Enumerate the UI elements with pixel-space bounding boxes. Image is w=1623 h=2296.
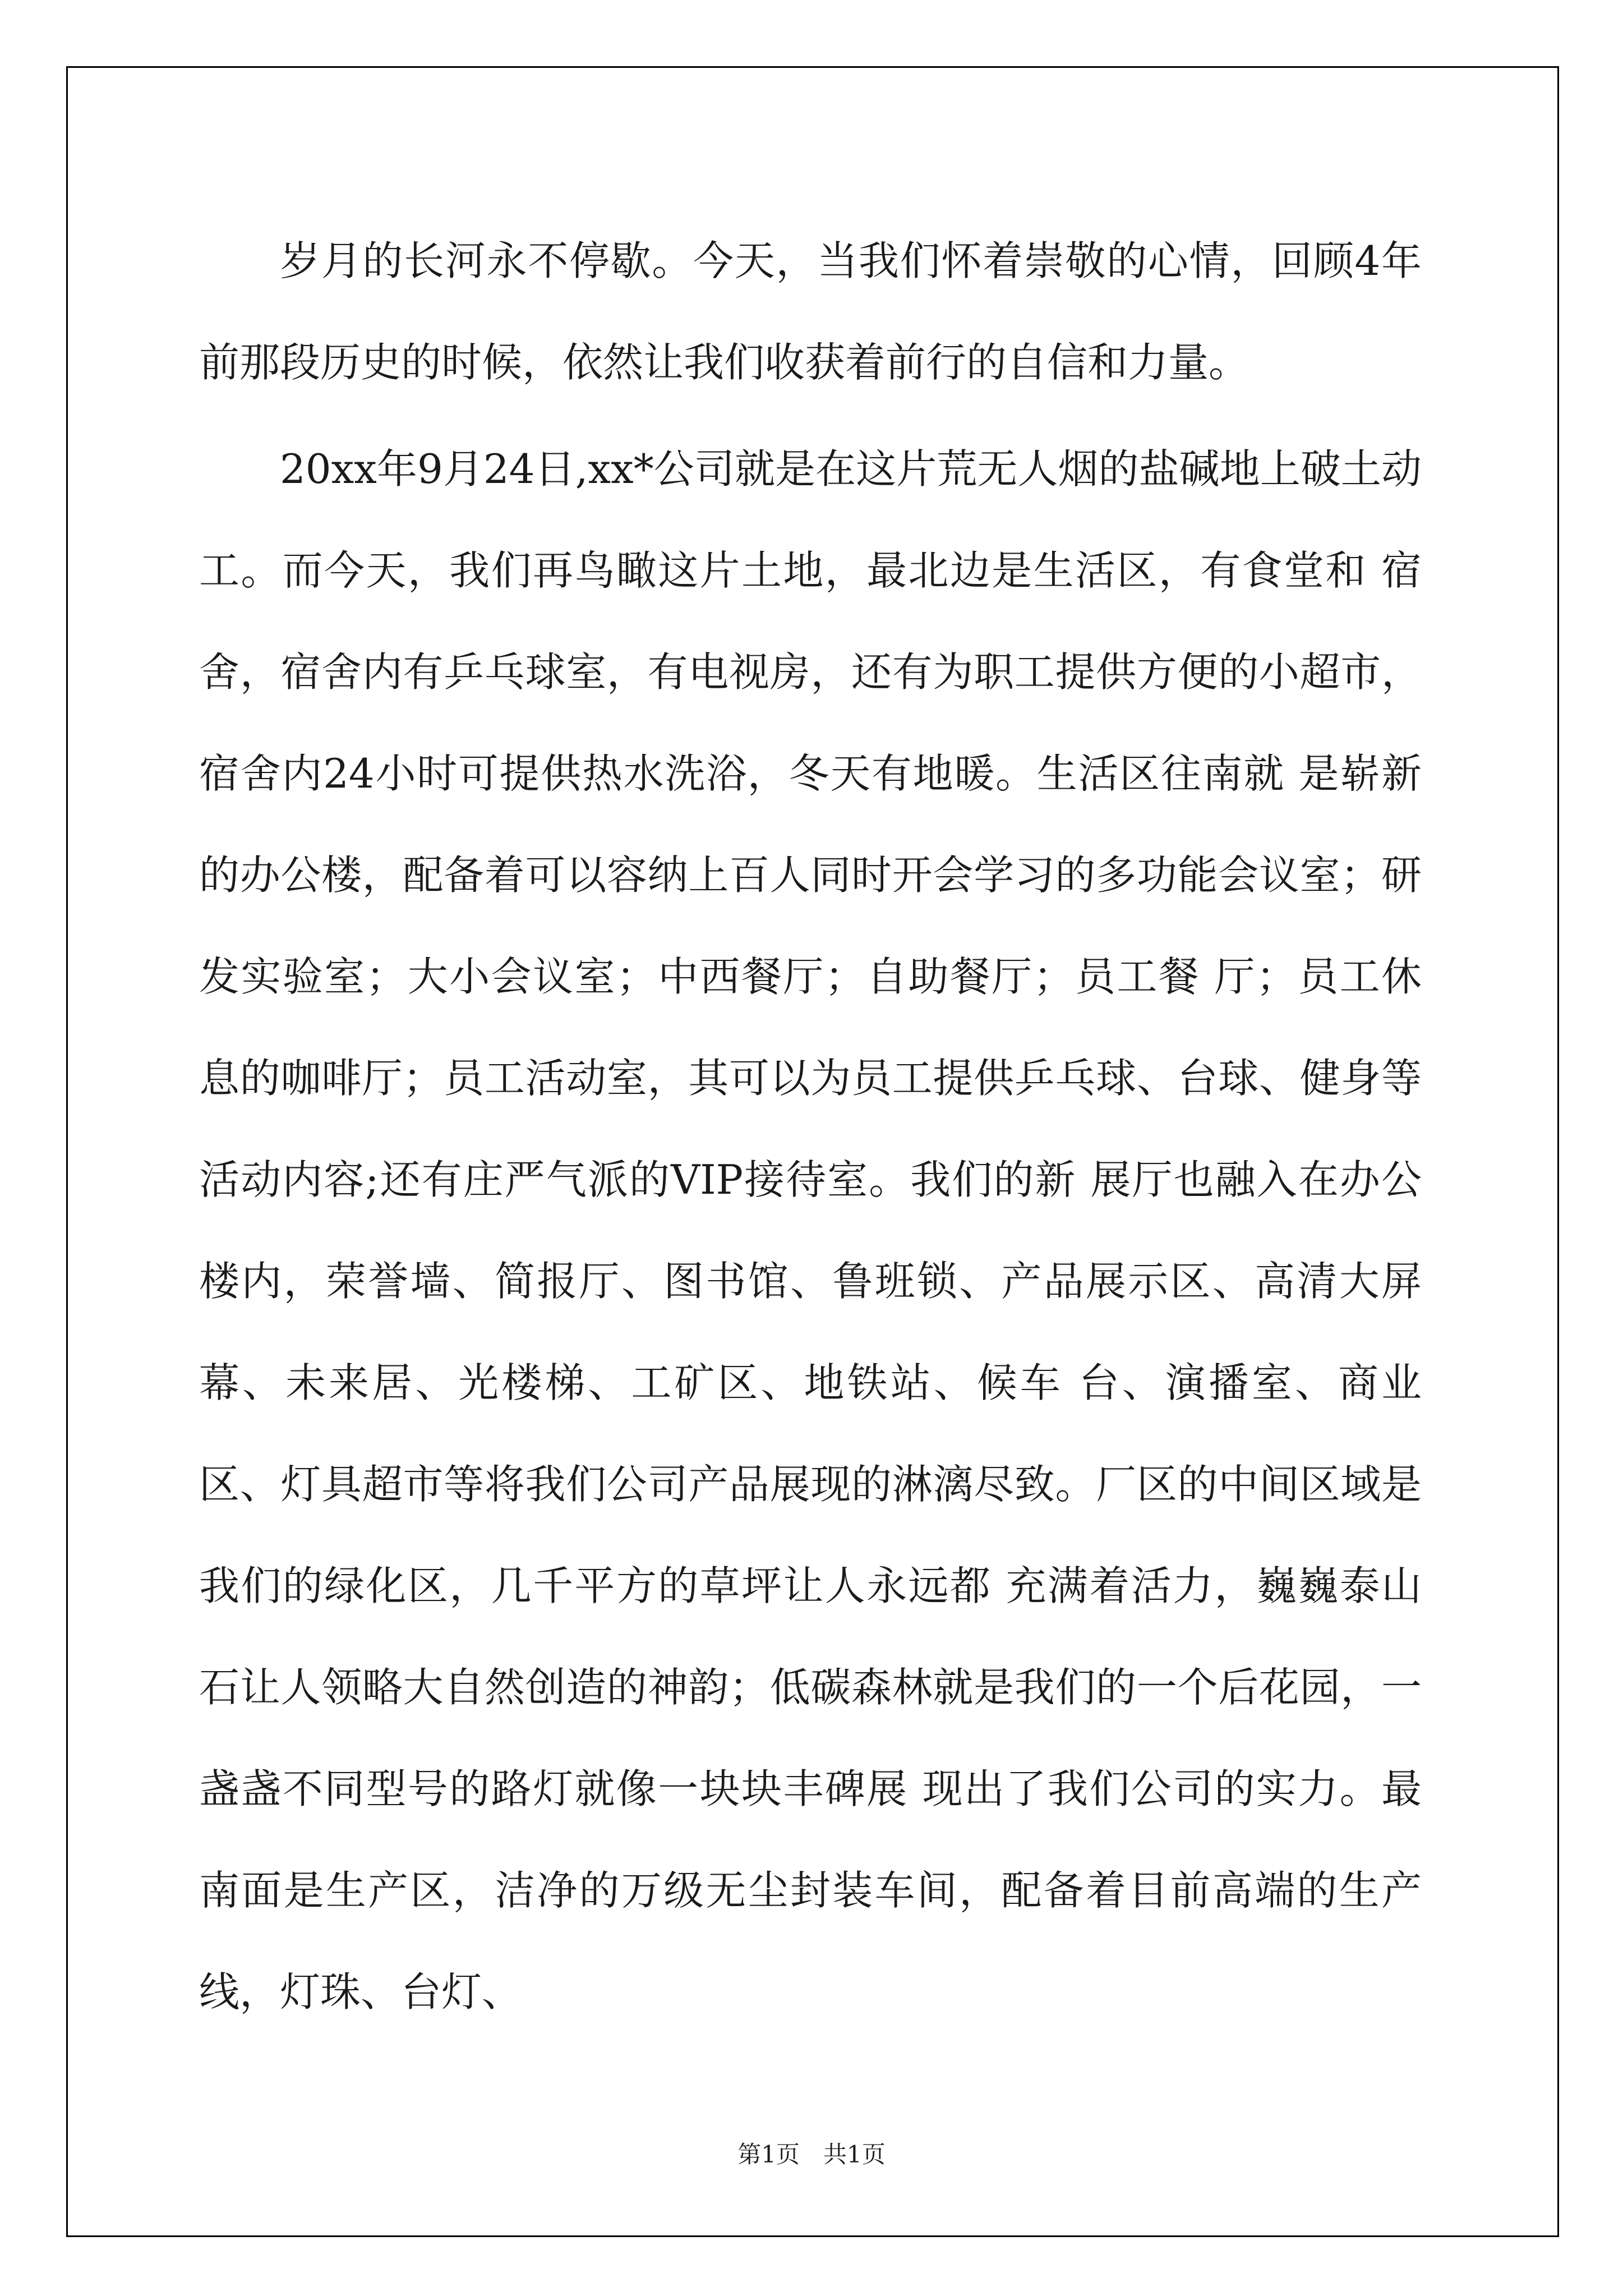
- paragraph-1: 岁月的长河永不停歇。今天，当我们怀着崇敬的心情，回顾4年前那段历史的时候，依然让我们收获着前行的自信和力量。: [199, 237, 1422, 386]
- paragraph-2: 20xx年9月24日,xx*公司就是在这片荒无人烟的盐碱地上破土动工。而今天，我们再鸟瞰这片土地，最北边是生活区，有食堂和 宿舍，宿舍内有乒乓球室，有电视房，还有为职工提供方便的小超市，宿舍内24小时可提供热水洗浴，冬天有地暖。生活区往南就 是崭新的办公楼，配备着可以容纳上百人同时开会学习的多功能会议室；研发实验室；大小会议室；中西餐厅；自助餐厅；员工餐 厅；员工休息的咖啡厅；员工活动室，其可以为员工提供乒乓球、台球、健身等活动内容;还有庄严气派的VIP接待室。我们的新 展厅也融入在办公楼内，荣誉墙、简报厅、图书馆、鲁班锁、产品展示区、高清大屏幕、未来居、光楼梯、工矿区、地铁站、候车 台、演播室、商业区、灯具超市等将我们公司产品展现的淋漓尽致。厂区的中间区域是我们的绿化区，几千平方的草坪让人永远都 充满着活力，巍巍泰山石让人领略大自然创造的神韵；低碳森林就是我们的一个后花园，一盏盏不同型号的路灯就像一块块丰碑展 现出了我们公司的实力。最南面是生产区，洁净的万级无尘封装车间，配备着目前高端的生产线，灯珠、台灯、: [199, 445, 1422, 2016]
- document-body: [199, 210, 1422, 2043]
- page-footer: 第1页 共1页: [737, 2141, 886, 2168]
